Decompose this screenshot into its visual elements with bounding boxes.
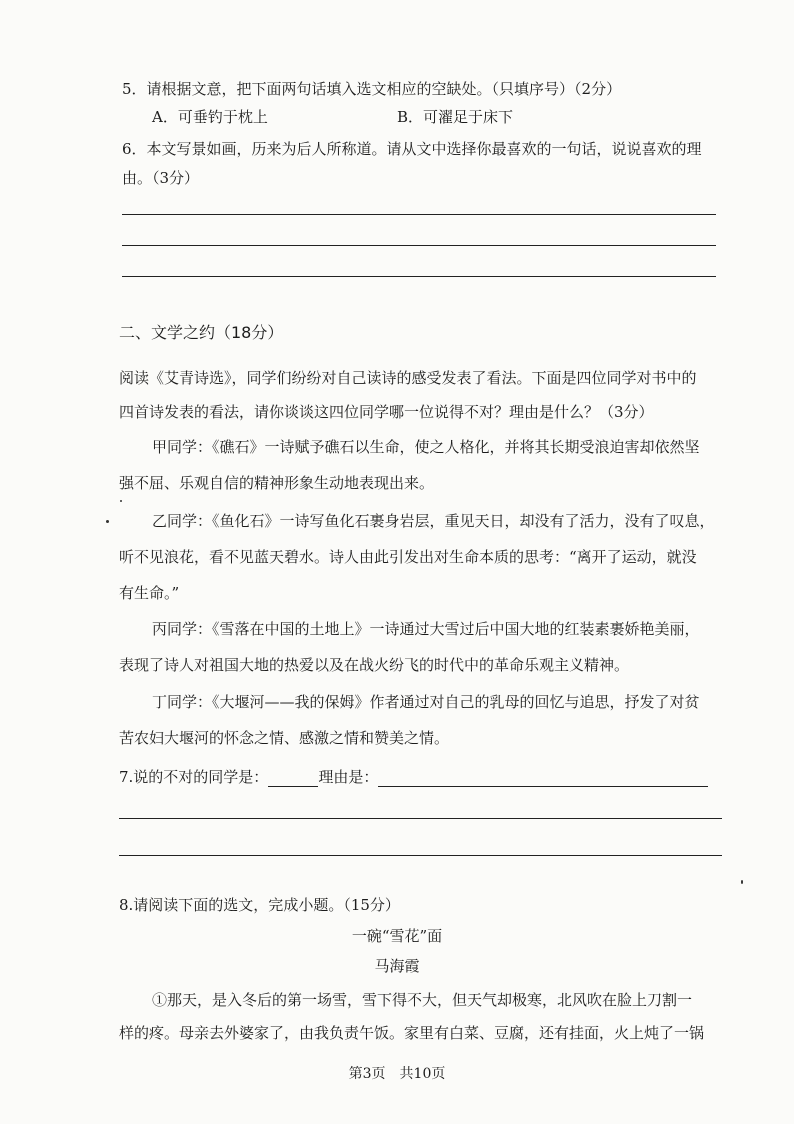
- article-title: 一碗“雪花”面: [351, 927, 443, 945]
- q7-label-reason: 理由是：: [318, 768, 379, 786]
- section2-title: 二、文学之约（18分）: [119, 323, 284, 342]
- q6-answer-line-1[interactable]: [122, 214, 716, 215]
- q6-answer-line-3[interactable]: [122, 276, 716, 277]
- scan-speck: [106, 520, 109, 523]
- article-para1-line2: 样的疼。母亲去外婆家了，由我负责午饭。家里有白菜、豆腐，还有挂面，火上炖了一锅: [119, 1024, 705, 1042]
- yi-line1: 乙同学：《鱼化石》一诗写鱼化石裹身岩层，重见天日，却没有了活力，没有了叹息，: [152, 512, 715, 530]
- q7-student-blank[interactable]: [268, 770, 318, 787]
- jia-line1: 甲同学：《礁石》一诗赋予礁石以生命，使之人格化，并将其长期受浪迫害却依然坚: [152, 438, 700, 456]
- q8-prompt: 8.请阅读下面的选文，完成小题。（15分）: [119, 896, 400, 914]
- yi-line3: 有生命。”: [119, 584, 180, 602]
- ding-line2: 苦农妇大堰河的怀念之情、感激之情和赞美之情。: [119, 729, 450, 747]
- scan-speck: [741, 880, 743, 884]
- q5-prompt: 5．请根据文意，把下面两句话填入选文相应的空缺处。（只填序号）（2分）: [122, 80, 622, 98]
- yi-line2: 听不见浪花，看不见蓝天碧水。诗人由此引发出对生命本质的思考：“离开了运动，就没: [119, 548, 697, 566]
- jia-line2: 强不屈、乐观自信的精神形象生动地表现出来。: [119, 474, 435, 492]
- section2-intro-line2: 四首诗发表的看法，请你谈谈这四位同学哪一位说得不对？理由是什么？（3分）: [119, 403, 654, 421]
- q5-option-a: A．可垂钓于枕上: [152, 108, 268, 126]
- section2-intro-line1: 阅读《艾青诗选》，同学们纷纷对自己读诗的感受发表了看法。下面是四位同学对书中的: [119, 369, 697, 387]
- article-para1-line1: ①那天，是入冬后的第一场雪，雪下得不大，但天气却极寒，北风吹在脸上刀割一: [152, 991, 693, 1009]
- q7-reason-blank[interactable]: [378, 770, 708, 787]
- q6-line2: 由。（3分）: [122, 169, 200, 187]
- bing-line2: 表现了诗人对祖国大地的热爱以及在战火纷飞的时代中的革命乐观主义精神。: [119, 656, 630, 674]
- page-footer: 第3页 共10页: [348, 1066, 446, 1082]
- q6-answer-line-2[interactable]: [122, 245, 716, 246]
- q5-option-b: B．可濯足于床下: [397, 108, 514, 126]
- q7-answer-line-2[interactable]: [119, 818, 722, 819]
- ding-line1: 丁同学：《大堰河——我的保姆》作者通过对自己的乳母的回忆与追思，抒发了对贫: [152, 693, 700, 711]
- q6-line1: 6．本文写景如画，历来为后人所称道。请从文中选择你最喜欢的一句话，说说喜欢的理: [122, 140, 702, 158]
- scan-speck: [120, 500, 122, 502]
- q7-answer-line-3[interactable]: [119, 855, 722, 856]
- article-author: 马海霞: [374, 957, 420, 975]
- q7-label-student: 7.说的不对的同学是：: [119, 768, 269, 786]
- bing-line1: 丙同学：《雪落在中国的土地上》一诗通过大雪过后中国大地的红装素裹娇艳美丽，: [152, 620, 700, 638]
- q7-line: [119, 767, 708, 787]
